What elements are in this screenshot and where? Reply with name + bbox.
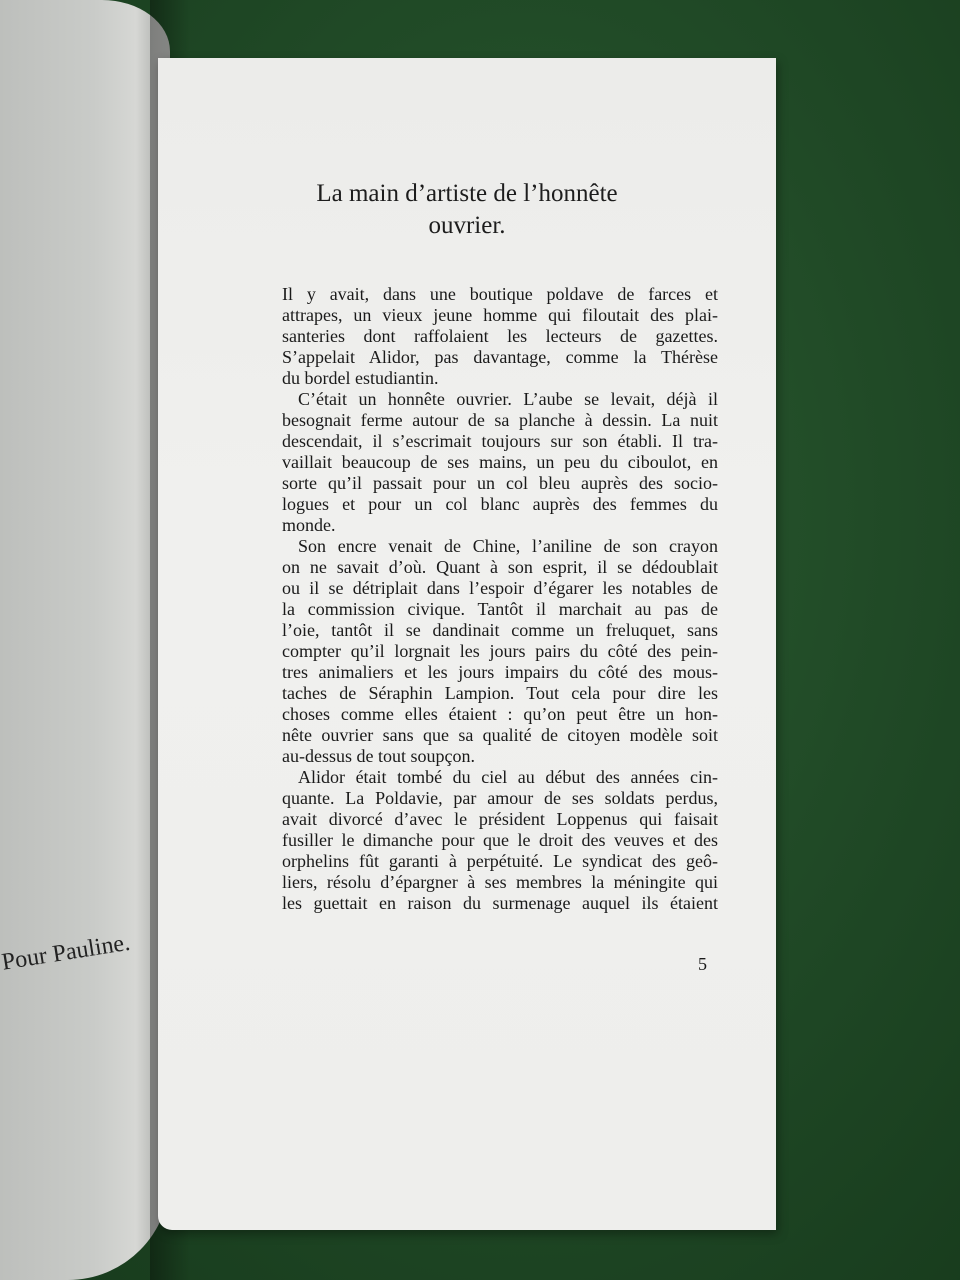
text-line: tres animaliers et les jours impairs du côté des mous- bbox=[282, 662, 718, 682]
text-line: compter qu’il lorgnait les jours pairs du côté des pein- bbox=[282, 641, 718, 661]
text-line: au-dessus de tout soupçon. bbox=[282, 746, 475, 766]
text-line: logues et pour un col blanc auprès des femmes du bbox=[282, 494, 718, 514]
chapter-body-text bbox=[282, 284, 718, 914]
left-page bbox=[0, 0, 170, 1280]
chapter-title-line: La main d’artiste de l’honnête bbox=[316, 180, 618, 207]
text-line: avait divorcé d’avec le président Loppenus qui faisait bbox=[282, 809, 718, 829]
text-line: descendait, il s’escrimait toujours sur son établi. Il tra- bbox=[282, 431, 718, 451]
text-line: S’appelait Alidor, pas davantage, comme la Thérèse bbox=[282, 347, 718, 367]
text-line: fusiller le dimanche pour que le droit des veuves et des bbox=[282, 830, 718, 850]
text-line: sorte qu’il passait pour un col bleu auprès des socio- bbox=[282, 473, 718, 493]
text-line: Il y avait, dans une boutique poldave de farces et bbox=[282, 284, 718, 304]
text-line: la commission civique. Tantôt il marchait au pas de bbox=[282, 599, 718, 619]
text-line: liers, résolu d’épargner à ses membres la méningite qui bbox=[282, 872, 718, 892]
text-line: on ne savait d’où. Quant à son esprit, il se dédoublait bbox=[282, 557, 718, 577]
chapter-title bbox=[158, 178, 776, 242]
text-line: vaillait beaucoup de ses mains, un peu du ciboulot, en bbox=[282, 452, 718, 472]
text-line: monde. bbox=[282, 515, 336, 535]
text-line: besognait ferme autour de sa planche à dessin. La nuit bbox=[282, 410, 718, 430]
text-line: les guettait en raison du surmenage auquel ils étaient bbox=[282, 893, 718, 913]
text-line: Son encre venait de Chine, l’aniline de son crayon bbox=[298, 536, 718, 556]
text-line: C’était un honnête ouvrier. L’aube se levait, déjà il bbox=[298, 389, 718, 409]
text-line: orphelins fût garanti à perpétuité. Le syndicat des geô- bbox=[282, 851, 718, 871]
text-line: quante. La Poldavie, par amour de ses soldats perdus, bbox=[282, 788, 718, 808]
text-line: du bordel estudiantin. bbox=[282, 368, 439, 388]
text-line: Alidor était tombé du ciel au début des années cin- bbox=[298, 767, 718, 787]
text-line: ou il se détriplait dans l’espoir d’égarer les notables de bbox=[282, 578, 718, 598]
dedication-text: Pour Pauline. bbox=[0, 929, 132, 976]
text-line: santeries dont raffolaient les lecteurs de gazettes. bbox=[282, 326, 718, 346]
text-line: taches de Séraphin Lampion. Tout cela pour dire les bbox=[282, 683, 718, 703]
chapter-title-line: ouvrier. bbox=[428, 212, 506, 239]
text-line: nête ouvrier sans que sa qualité de citoyen modèle soit bbox=[282, 725, 718, 745]
page-number: 5 bbox=[698, 954, 707, 974]
text-line: attrapes, un vieux jeune homme qui filoutait des plai- bbox=[282, 305, 718, 325]
right-page bbox=[158, 58, 776, 1230]
text-line: l’oie, tantôt il se dandinait comme un freluquet, sans bbox=[282, 620, 718, 640]
text-line: choses comme elles étaient : qu’on peut être un hon- bbox=[282, 704, 718, 724]
